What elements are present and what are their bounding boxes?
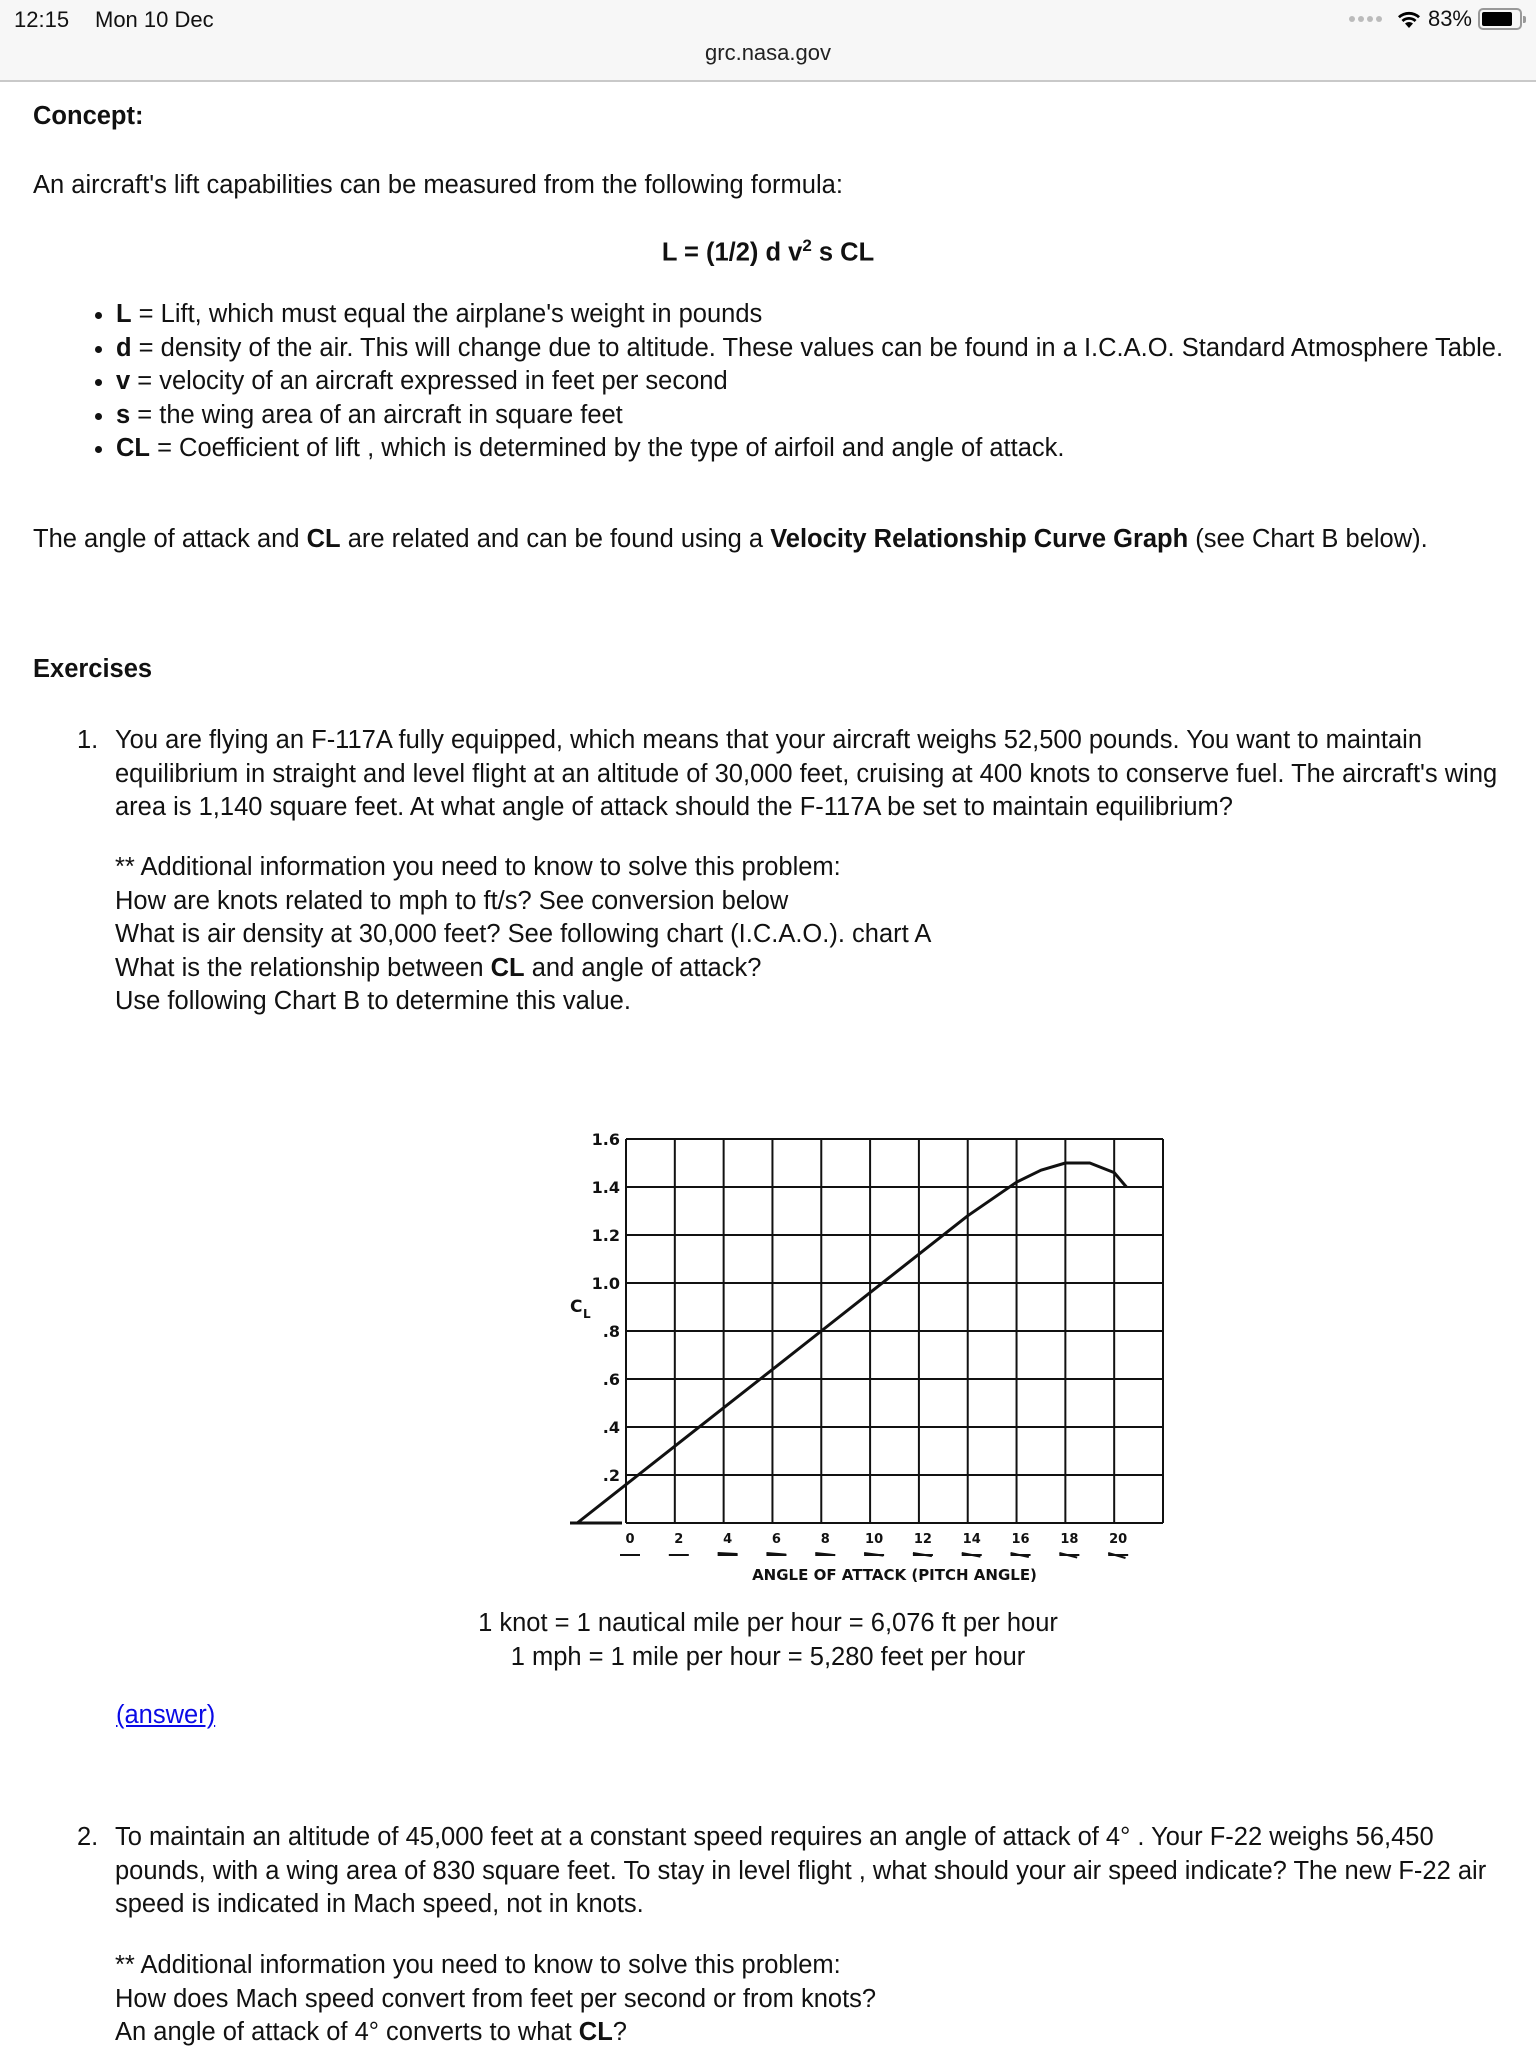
status-right — [1349, 6, 1522, 32]
list-item: • s = the wing area of an aircraft in square feet — [116, 399, 1536, 433]
y-axis-label-sub: L — [583, 1307, 591, 1321]
x-tick-label: 20 — [1109, 1532, 1128, 1547]
y-axis-label: C — [570, 1297, 583, 1317]
list-item: • L = Lift, which must equal the airplane's weight in pounds — [116, 298, 1536, 332]
concept-intro: An aircraft's lift capabilities can be measured from the following formula: — [33, 171, 843, 199]
exercises-heading: Exercises — [33, 655, 153, 683]
info-line: What is air density at 30,000 feet? See following chart (I.C.A.O.). chart A — [115, 920, 932, 948]
list-item: • CL = Coefficient of lift , which is determined by the type of airfoil and angle of attack. — [116, 432, 1536, 466]
info-line: How are knots related to mph to ft/s? See conversion below — [115, 886, 789, 915]
signal-dots-icon — [1349, 16, 1382, 22]
info-line: ** Additional information you need to know to solve this problem: — [115, 1951, 841, 1979]
x-tick-label: 18 — [1060, 1532, 1079, 1547]
x-tick-label: 10 — [865, 1532, 884, 1547]
concept-heading: Concept: — [33, 102, 144, 130]
x-tick-label: 4 — [723, 1532, 733, 1547]
exercise-number: 1. — [77, 726, 99, 754]
info-line: ** Additional information you need to know to solve this problem: — [115, 853, 841, 881]
y-tick-label: .6 — [602, 1370, 620, 1389]
y-tick-label: 1.6 — [591, 1130, 620, 1149]
info-line: How does Mach speed convert from feet per second or from knots? — [115, 1984, 877, 2013]
exercise-number: 2. — [77, 1823, 99, 1851]
lift-formula: L = (1/2) d $v^2$ s CL — [661, 236, 875, 267]
cl-curve — [577, 1163, 1126, 1523]
y-tick-label: .2 — [602, 1466, 620, 1485]
y-tick-label: .4 — [602, 1418, 620, 1437]
relation-text: The angle of attack and CL are related and can be found using a Velocity Relationship Curve Graph (see Chart B below). — [33, 525, 1428, 553]
exercise-text: You are flying an F-117A fully equipped, which means that your aircraft weighs 52,500 pounds. You want to maintain equilibrium in straight and level flight at an altitude of 30,000 feet, cruising at 400 knots to conserve fuel. The aircraft's wing area is 1,140 square feet. At what angle of attack should the F-117A be set to maintain equilibrium? — [115, 726, 1498, 821]
status-date: Mon 10 Dec — [95, 7, 214, 32]
exercise-2 — [77, 1821, 1520, 1922]
exercise-text: To maintain an altitude of 45,000 feet at a constant speed requires an angle of attack of 4° . Your F-22 weighs 56,450 pounds, with a wing area of 830 square feet. To stay in level flight , what should your air speed indicate? The new F-22 air speed is indicated in Mach speed, not in knots. — [115, 1823, 1487, 1918]
x-tick-label: 16 — [1011, 1532, 1030, 1547]
exercise-1-info — [115, 851, 1115, 1019]
x-tick-label: 8 — [820, 1532, 830, 1547]
info-line: An angle of attack of 4° converts to what CL? — [115, 2018, 627, 2046]
answer-link[interactable]: (answer) — [116, 1701, 216, 1729]
conversion-knot: 1 knot = 1 nautical mile per hour = 6,076 ft per hour — [478, 1609, 1058, 1637]
y-tick-label: 1.2 — [591, 1226, 620, 1245]
y-tick-label: .8 — [602, 1322, 620, 1341]
conversion-mph: 1 mph = 1 mile per hour = 5,280 feet per hour — [510, 1643, 1026, 1671]
chart-b-cl-vs-angle — [540, 1120, 1240, 1600]
x-tick-label: 2 — [674, 1532, 684, 1547]
exercise-1 — [77, 724, 1520, 825]
list-item: • v = velocity of an aircraft expressed in feet per second — [116, 365, 1536, 399]
info-line: What is the relationship between CL and angle of attack? — [115, 953, 762, 982]
list-item: • d = density of the air. This will change due to altitude. These values can be found in a I.C.A.O. Standard Atmosphere Table. — [116, 332, 1536, 366]
x-tick-label: 12 — [913, 1532, 932, 1547]
battery-icon — [1478, 8, 1522, 30]
x-axis-label: ANGLE OF ATTACK (PITCH ANGLE) — [752, 1566, 1037, 1584]
battery-percent: 83% — [1427, 6, 1472, 31]
y-tick-label: 1.0 — [591, 1274, 620, 1293]
y-tick-label: 1.4 — [591, 1178, 620, 1197]
chart-svg — [540, 1120, 1240, 1600]
url-bar[interactable]: grc.nasa.gov — [705, 40, 831, 65]
wifi-icon — [1396, 9, 1422, 29]
status-bar — [0, 0, 1536, 82]
formula-variables-list — [80, 298, 1536, 466]
x-tick-label: 0 — [625, 1532, 635, 1547]
pitch-symbol-icon — [718, 1553, 738, 1554]
status-time: 12:15 — [14, 7, 70, 32]
exercise-2-info — [115, 1949, 1115, 2050]
x-tick-label: 6 — [771, 1532, 781, 1547]
x-tick-label: 14 — [962, 1532, 981, 1547]
info-line: Use following Chart B to determine this value. — [115, 987, 631, 1015]
